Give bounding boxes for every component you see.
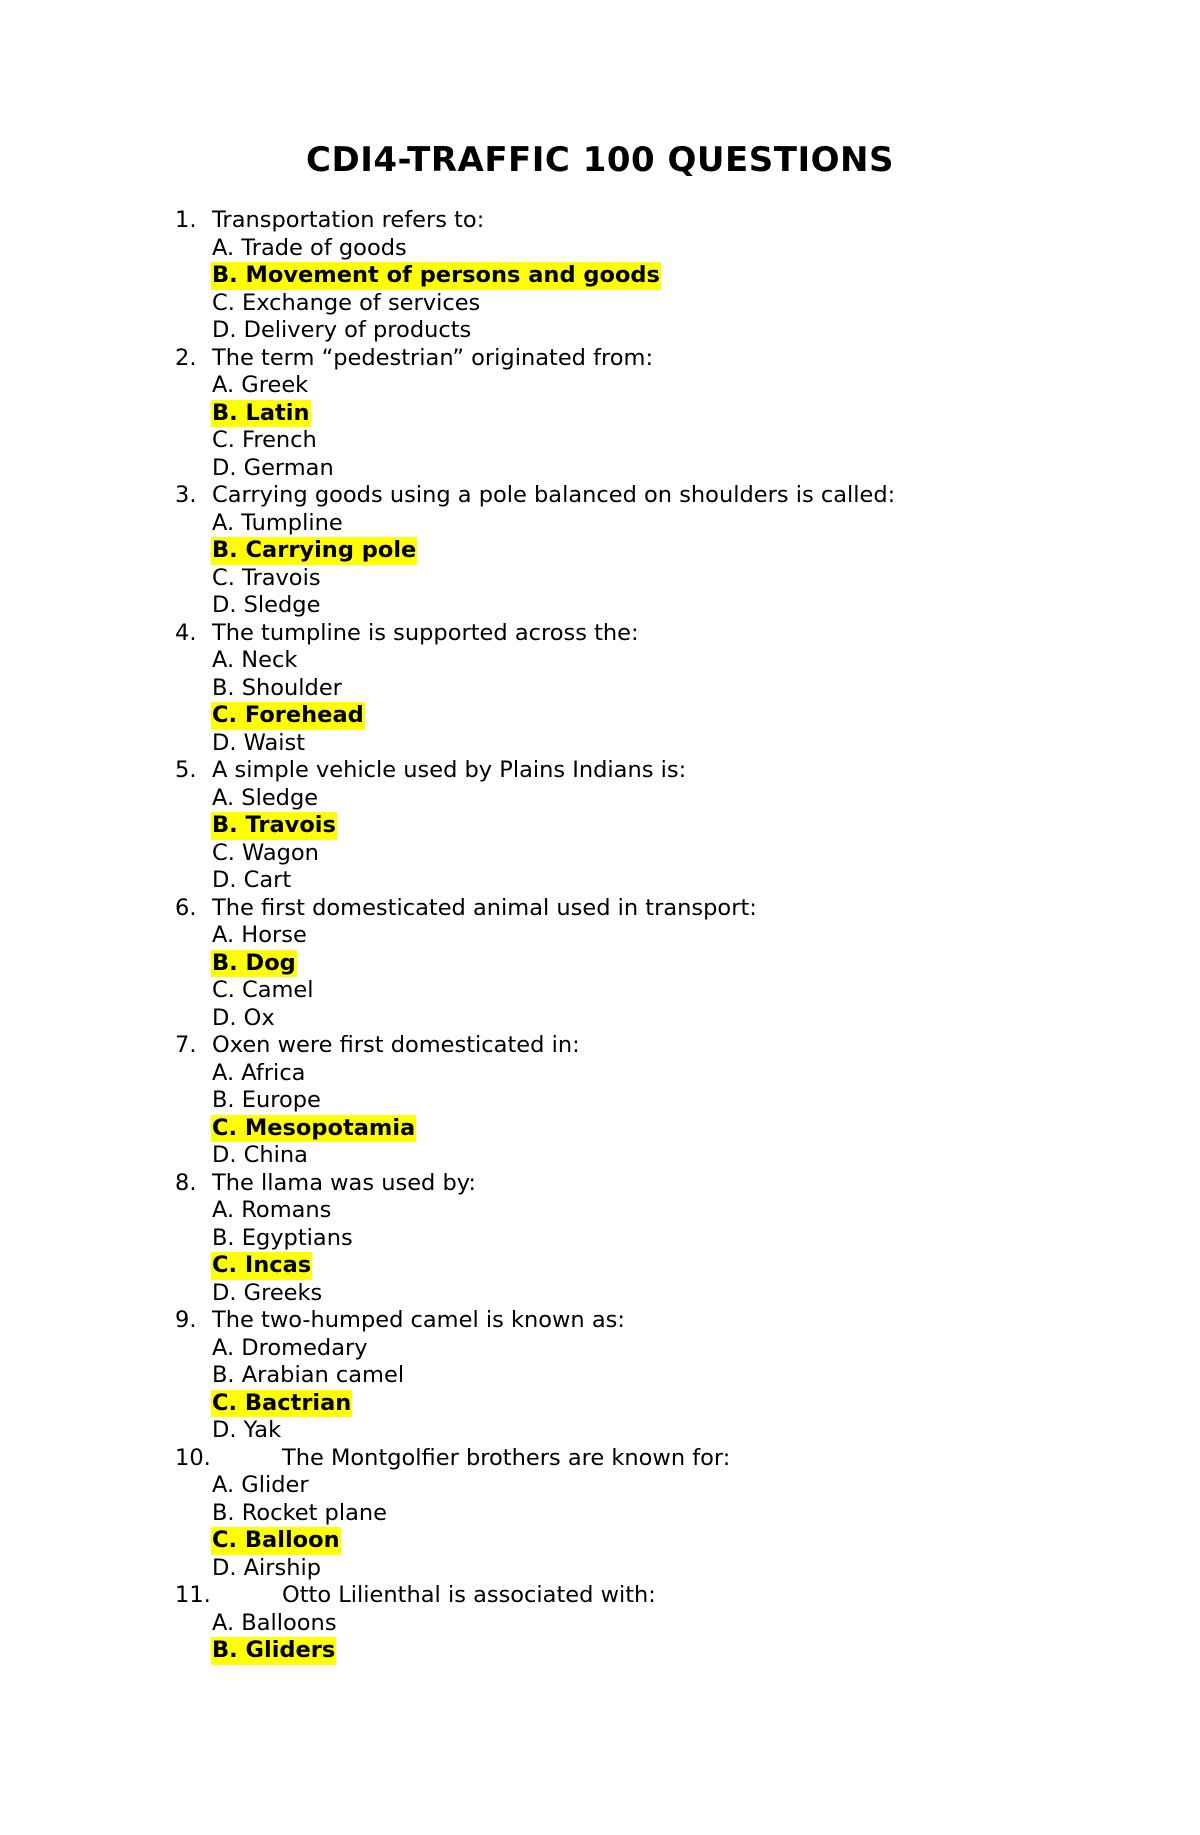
answer-option: C. Travois	[212, 564, 321, 591]
option-line	[0, 235, 1200, 263]
question-text: The Montgolfier brothers are known for:	[282, 1444, 731, 1471]
correct-answer-option: C. Incas	[212, 1252, 312, 1278]
answer-option: A. Trade of goods	[212, 234, 407, 261]
page-title: CDI4-TRAFFIC 100 QUESTIONS	[306, 140, 894, 180]
option-line	[0, 1142, 1200, 1170]
question-text: The two-humped camel is known as:	[212, 1307, 625, 1333]
correct-answer-option: B. Travois	[212, 812, 336, 838]
option-line	[0, 977, 1200, 1005]
question-item	[0, 1307, 1200, 1445]
answer-option: A. Romans	[212, 1197, 332, 1223]
question-text: A simple vehicle used by Plains Indians is:	[212, 757, 687, 783]
option-line	[0, 785, 1200, 813]
answer-option: A. Glider	[212, 1472, 309, 1498]
correct-answer-option: B. Latin	[212, 399, 310, 426]
question-item	[0, 1032, 1200, 1170]
question-text: Transportation refers to:	[212, 207, 485, 233]
option-line	[0, 702, 1200, 730]
option-line	[0, 1225, 1200, 1253]
option-line	[0, 1005, 1200, 1033]
answer-option: B. Europe	[212, 1087, 321, 1113]
question-number: 7.	[175, 1032, 197, 1058]
question-item	[0, 620, 1200, 758]
question-number: 6.	[175, 894, 197, 921]
answer-option: A. Dromedary	[212, 1334, 368, 1361]
question-number: 3.	[175, 482, 197, 508]
option-line	[0, 1472, 1200, 1500]
option-line	[0, 1500, 1200, 1528]
question-item	[0, 1445, 1200, 1583]
question-line	[0, 895, 1200, 923]
answer-option: B. Shoulder	[212, 674, 342, 701]
option-line	[0, 262, 1200, 290]
answer-option: D. German	[212, 454, 334, 481]
option-line	[0, 922, 1200, 950]
question-line	[0, 482, 1200, 510]
answer-option: D. Sledge	[212, 592, 321, 618]
option-line	[0, 1115, 1200, 1143]
question-text: Oxen were first domesticated in:	[212, 1032, 580, 1058]
question-text: Otto Lilienthal is associated with:	[282, 1582, 656, 1608]
option-line	[0, 1527, 1200, 1555]
answer-option: D. Greeks	[212, 1279, 323, 1306]
option-line	[0, 1390, 1200, 1418]
option-line	[0, 675, 1200, 703]
option-line	[0, 592, 1200, 620]
answer-option: D. China	[212, 1142, 308, 1168]
correct-answer-option: B. Gliders	[212, 1637, 336, 1663]
question-number: 1.	[175, 207, 197, 233]
answer-option: A. Sledge	[212, 784, 319, 811]
answer-option: B. Rocket plane	[212, 1499, 387, 1526]
option-line	[0, 730, 1200, 758]
question-item	[0, 1170, 1200, 1308]
question-number: 4.	[175, 619, 197, 646]
question-text: Carrying goods using a pole balanced on shoulders is called:	[212, 482, 896, 508]
option-line	[0, 1060, 1200, 1088]
option-line	[0, 647, 1200, 675]
question-number: 11.	[175, 1582, 211, 1608]
answer-option: D. Airship	[212, 1554, 322, 1581]
question-text: The llama was used by:	[212, 1169, 477, 1196]
correct-answer-option: B. Dog	[212, 949, 296, 976]
option-line	[0, 317, 1200, 345]
answer-option: D. Yak	[212, 1417, 282, 1443]
option-line	[0, 1417, 1200, 1445]
correct-answer-option: B. Movement of persons and goods	[212, 262, 660, 288]
option-line	[0, 372, 1200, 400]
question-line	[0, 1307, 1200, 1335]
question-line	[0, 1582, 1200, 1610]
option-line	[0, 1362, 1200, 1390]
question-line	[0, 620, 1200, 648]
answer-option: A. Greek	[212, 372, 309, 398]
option-line	[0, 1280, 1200, 1308]
answer-option: A. Africa	[212, 1059, 306, 1086]
option-line	[0, 510, 1200, 538]
answer-option: D. Waist	[212, 729, 306, 756]
option-line	[0, 427, 1200, 455]
answer-option: B. Egyptians	[212, 1224, 353, 1251]
option-line	[0, 1335, 1200, 1363]
option-line	[0, 565, 1200, 593]
answer-option: A. Tumpline	[212, 509, 343, 536]
answer-option: A. Neck	[212, 647, 298, 673]
question-number: 8.	[175, 1169, 197, 1196]
question-line	[0, 345, 1200, 373]
option-line	[0, 1610, 1200, 1638]
question-number: 2.	[175, 344, 197, 371]
question-text: The tumpline is supported across the:	[212, 619, 639, 646]
question-line	[0, 1032, 1200, 1060]
correct-answer-option: C. Mesopotamia	[212, 1114, 416, 1141]
option-line	[0, 537, 1200, 565]
option-line	[0, 867, 1200, 895]
correct-answer-option: C. Balloon	[212, 1527, 340, 1553]
question-list	[0, 207, 1200, 1665]
question-item	[0, 895, 1200, 1033]
answer-option: C. French	[212, 427, 317, 453]
question-item	[0, 345, 1200, 483]
question-line	[0, 207, 1200, 235]
option-line	[0, 1555, 1200, 1583]
question-line	[0, 1170, 1200, 1198]
question-item	[0, 207, 1200, 345]
option-line	[0, 840, 1200, 868]
option-line	[0, 290, 1200, 318]
question-number: 5.	[175, 757, 197, 783]
answer-option: C. Camel	[212, 977, 314, 1003]
question-item	[0, 757, 1200, 895]
option-line	[0, 1637, 1200, 1665]
question-number: 10.	[175, 1444, 211, 1471]
correct-answer-option: C. Bactrian	[212, 1389, 352, 1416]
answer-option: D. Cart	[212, 867, 292, 893]
question-number: 9.	[175, 1307, 197, 1333]
option-line	[0, 1197, 1200, 1225]
answer-option: B. Arabian camel	[212, 1362, 405, 1388]
correct-answer-option: C. Forehead	[212, 702, 364, 728]
question-line	[0, 1445, 1200, 1473]
question-text: The term “pedestrian” originated from:	[212, 344, 654, 371]
answer-option: D. Ox	[212, 1004, 275, 1031]
answer-option: A. Balloons	[212, 1609, 337, 1636]
option-line	[0, 1252, 1200, 1280]
question-text: The first domesticated animal used in transport:	[212, 894, 757, 921]
option-line	[0, 812, 1200, 840]
option-line	[0, 400, 1200, 428]
answer-option: C. Exchange of services	[212, 289, 481, 316]
option-line	[0, 950, 1200, 978]
correct-answer-option: B. Carrying pole	[212, 537, 417, 563]
option-line	[0, 455, 1200, 483]
question-line	[0, 757, 1200, 785]
answer-option: D. Delivery of products	[212, 317, 472, 343]
answer-option: C. Wagon	[212, 839, 319, 866]
question-item	[0, 1582, 1200, 1665]
option-line	[0, 1087, 1200, 1115]
answer-option: A. Horse	[212, 922, 307, 948]
question-item	[0, 482, 1200, 620]
